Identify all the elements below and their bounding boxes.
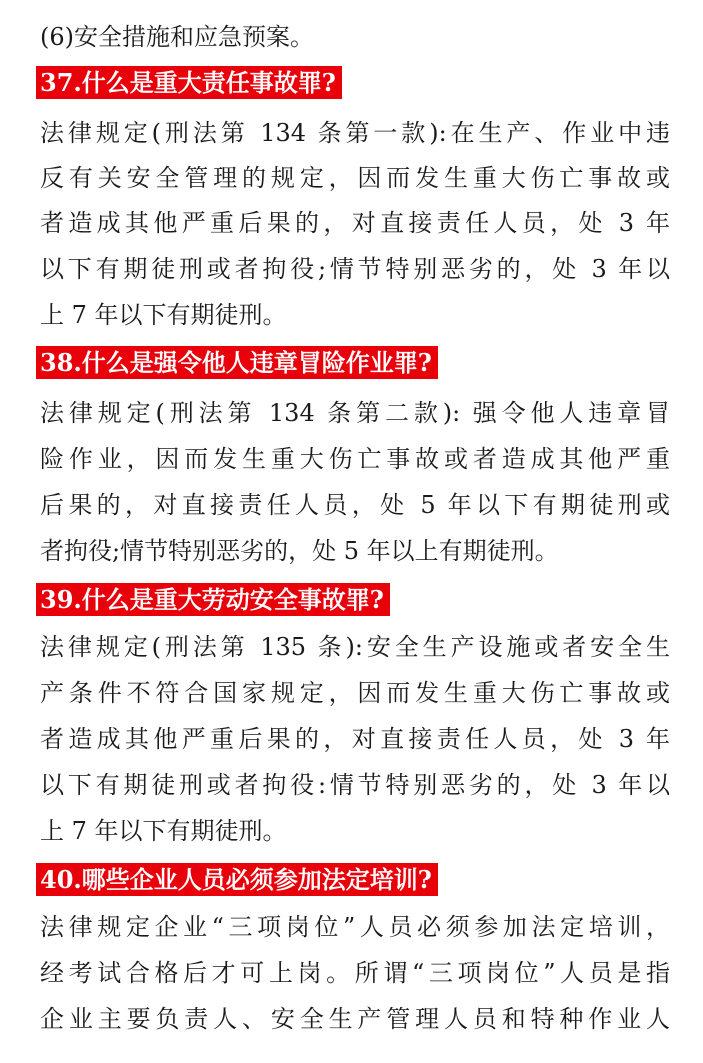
section-39-line-4: 以下有期徒刑或者拘役:情节特别恶劣的，处 3 年以 [40, 771, 670, 799]
section-heading-38: 38.什么是强令他人违章冒险作业罪? [36, 346, 438, 379]
section-37-line-1: 法律规定(刑法第 134 条第一款):在生产、作业中违 [40, 119, 670, 147]
section-heading-37: 37.什么是重大责任事故罪? [36, 66, 342, 99]
intro-line: (6)安全措施和应急预案。 [40, 23, 314, 51]
section-heading-39: 39.什么是重大劳动安全事故罪? [36, 583, 390, 616]
section-39-line-2: 产条件不符合国家规定，因而发生重大伤亡事故或 [40, 679, 670, 707]
section-heading-40: 40.哪些企业人员必须参加法定培训? [36, 863, 438, 896]
section-40-line-3: 企业主要负责人、安全生产管理人员和特种作业人 [40, 1005, 670, 1033]
section-38-line-3: 后果的，对直接责任人员，处 5 年以下有期徒刑或 [40, 491, 670, 519]
section-38-line-4: 者拘役;情节特别恶劣的，处 5 年以上有期徒刑。 [40, 537, 559, 565]
section-40-line-1: 法律规定企业“三项岗位”人员必须参加法定培训， [40, 913, 670, 941]
section-38-line-2: 险作业，因而发生重大伤亡事故或者造成其他严重 [40, 445, 670, 473]
section-37-line-5: 上 7 年以下有期徒刑。 [40, 301, 287, 329]
section-40-line-2: 经考试合格后才可上岗。所谓“三项岗位”人员是指 [40, 959, 670, 987]
section-39-line-1: 法律规定(刑法第 135 条):安全生产设施或者安全生 [40, 633, 670, 661]
section-39-line-5: 上 7 年以下有期徒刑。 [40, 817, 287, 845]
section-39-line-3: 者造成其他严重后果的，对直接责任人员，处 3 年 [40, 725, 670, 753]
section-37-line-3: 者造成其他严重后果的，对直接责任人员，处 3 年 [40, 209, 670, 237]
section-38-line-1: 法律规定(刑法第 134 条第二款): 强令他人违章冒 [40, 399, 670, 427]
section-37-line-2: 反有关安全管理的规定，因而发生重大伤亡事故或 [40, 164, 670, 192]
section-37-line-4: 以下有期徒刑或者拘役;情节特别恶劣的，处 3 年以 [40, 255, 670, 283]
